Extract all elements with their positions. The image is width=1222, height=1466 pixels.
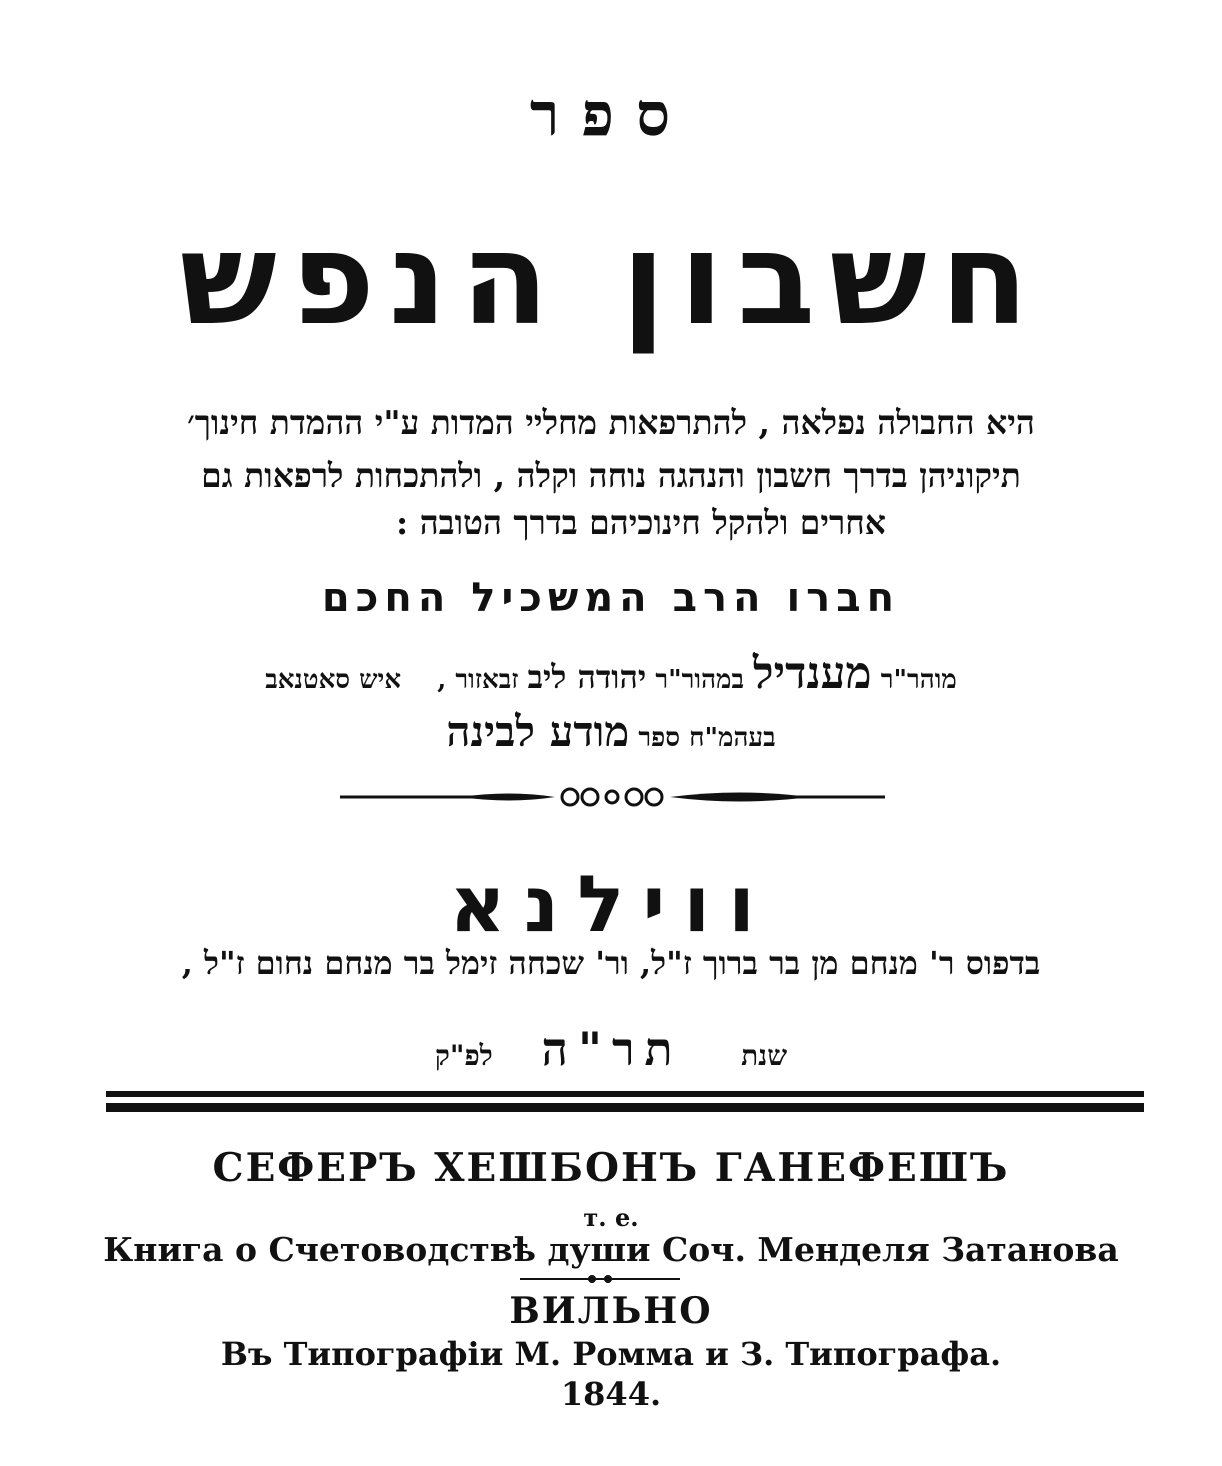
sefer-label: ספר bbox=[529, 80, 693, 150]
year-line bbox=[0, 1022, 1222, 1076]
russian-te: т. е. bbox=[583, 1203, 639, 1232]
author-book-prefix: בעהמ"ח ספר bbox=[638, 723, 776, 753]
author-intro: חברו הרב המשכיל החכם bbox=[321, 575, 901, 621]
author-father-suffix: זבאזור , bbox=[437, 665, 519, 695]
author-prefix: מוהר"ר bbox=[880, 665, 957, 695]
double-rule-divider bbox=[106, 1089, 1144, 1115]
year-suffix: לפ"ק bbox=[434, 1039, 493, 1072]
year-hebrew: תר"ה bbox=[541, 1022, 683, 1076]
russian-title: СЕФЕРЪ ХЕШБОНЪ ГАНЕФЕШЪ bbox=[212, 1145, 1010, 1191]
russian-book-line: Книга о Счетоводствѣ души Соч. Менделя Затанова bbox=[103, 1230, 1119, 1269]
author-name: מענדיל bbox=[753, 648, 872, 699]
year-word: שנת bbox=[741, 1039, 788, 1072]
author-line bbox=[0, 648, 1222, 699]
author-place: איש סאטנאב bbox=[265, 665, 402, 695]
russian-city: ВИЛЬНО bbox=[509, 1290, 713, 1332]
description-line-1: היא החבולה נפלאה , להתרפאות מחליי המדות ע"י ההמדת חינוך׳ bbox=[187, 403, 1035, 442]
small-ornament bbox=[520, 1272, 680, 1286]
russian-year: 1844. bbox=[560, 1375, 662, 1413]
author-book-line bbox=[0, 707, 1222, 757]
author-book-title: מודע לבינה bbox=[446, 707, 630, 756]
description-line-3: אחרים ולהקל חינוכיהם בדרך הטובה : bbox=[396, 503, 886, 542]
ornament-divider bbox=[340, 781, 885, 813]
author-father: יהודה ליב bbox=[527, 658, 647, 696]
author-son-of: במהור"ר bbox=[655, 665, 744, 695]
main-title: חשבון הנפש bbox=[179, 205, 1043, 354]
printer-line: בדפוס ר' מנחם מן בר ברוך ז"ל, ור' שכחה זימל בר מנחם נחום ז"ל , bbox=[181, 944, 1041, 982]
city-name: ווילנא bbox=[449, 860, 773, 950]
description-line-2: תיקוניהן בדרך חשבון והנהגה נוחה וקלה , ולהתכחות לרפאות גם bbox=[201, 456, 1021, 495]
russian-printer: Въ Типографіи М. Ромма и З. Типографа. bbox=[220, 1335, 1002, 1373]
